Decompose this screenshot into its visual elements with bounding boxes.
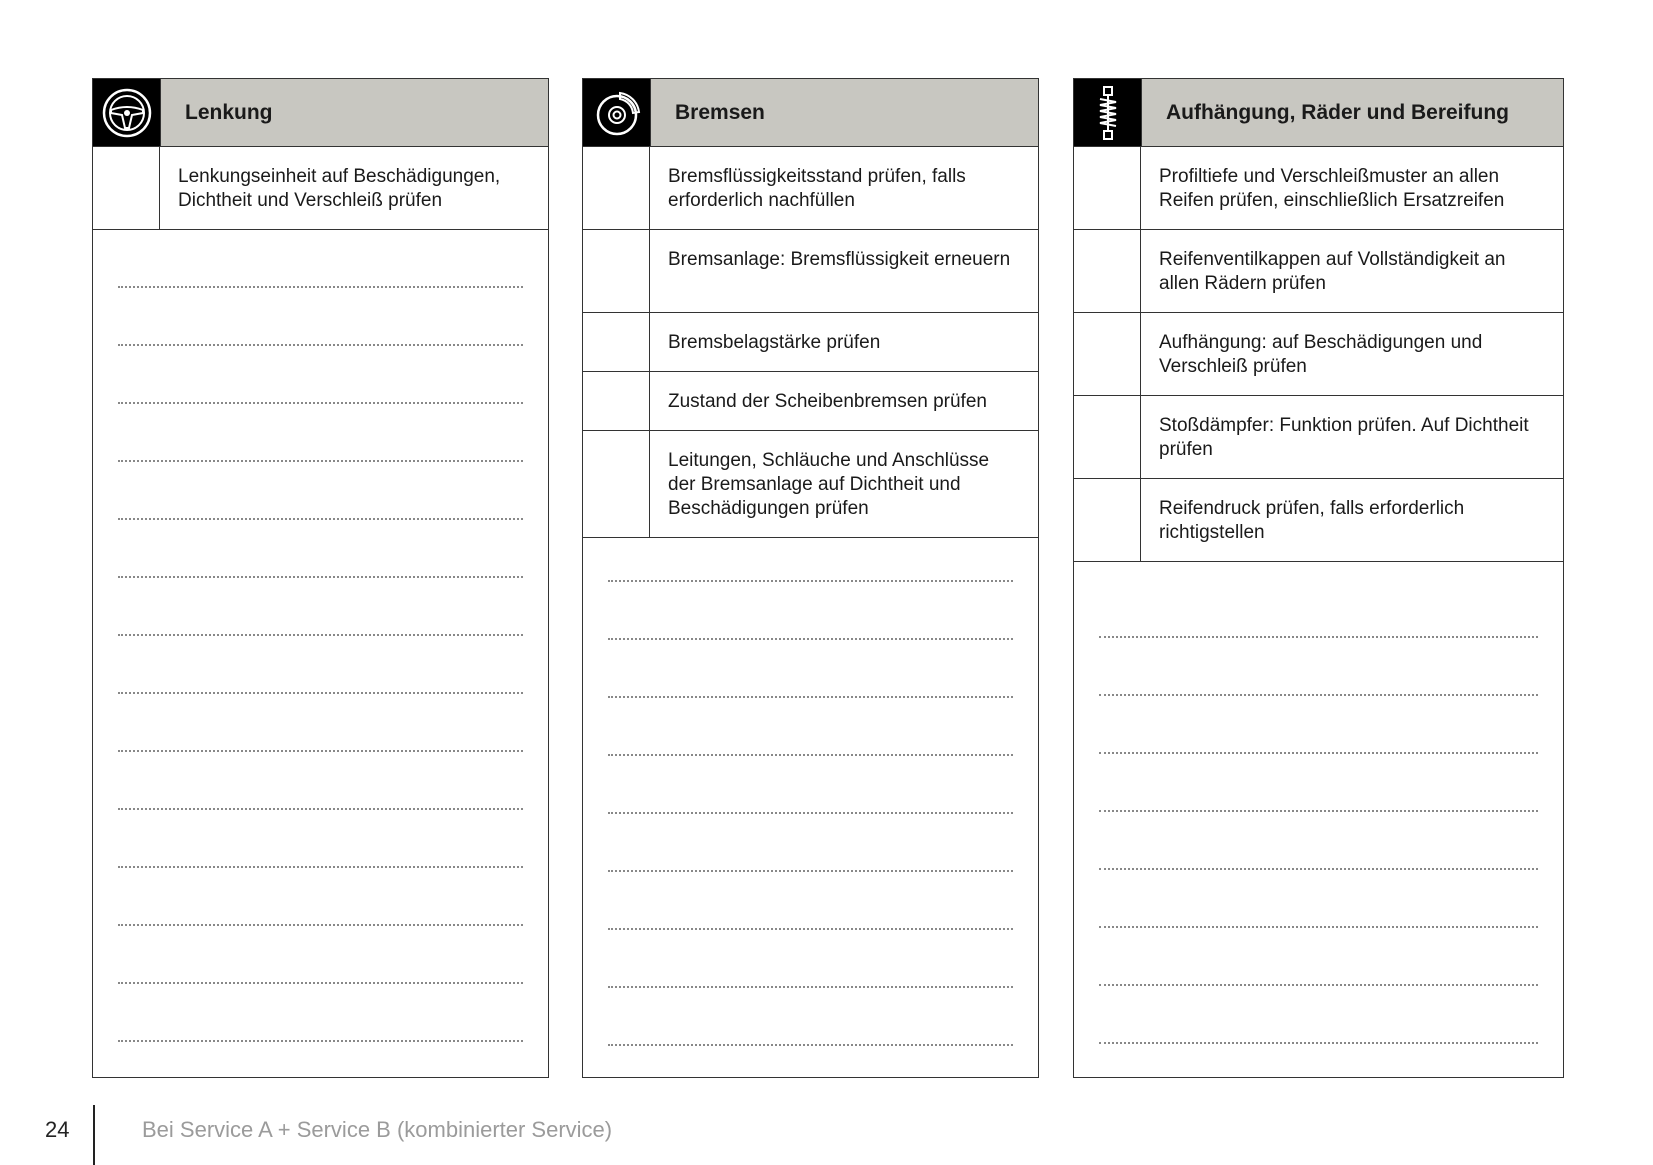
note-line[interactable]: [118, 694, 523, 752]
checklist-item: Bremsbelagstärke prüfen: [668, 332, 881, 353]
steering-wheel-icon: [93, 79, 160, 146]
note-line[interactable]: [608, 538, 1013, 582]
checkbox-cell[interactable]: [583, 431, 650, 537]
note-line[interactable]: [118, 288, 523, 346]
panel-title: Lenkung: [160, 79, 548, 146]
checklist-row: [583, 372, 1038, 431]
notes-lines: [93, 230, 548, 1042]
panel-title: Bremsen: [650, 79, 1038, 146]
note-line[interactable]: [118, 230, 523, 288]
note-line[interactable]: [118, 462, 523, 520]
note-line[interactable]: [118, 520, 523, 578]
checklist-row: [583, 313, 1038, 372]
checklist-item: Stoßdämpfer: Funktion prüfen. Auf Dichtheit prüfen: [1159, 415, 1529, 460]
note-line[interactable]: [1099, 638, 1538, 696]
note-line[interactable]: [1099, 986, 1538, 1044]
note-line[interactable]: [608, 582, 1013, 640]
checklist-row: [1074, 313, 1563, 396]
checklist-item: Zustand der Scheibenbremsen prüfen: [668, 391, 987, 412]
note-line[interactable]: [118, 926, 523, 984]
note-line[interactable]: [118, 578, 523, 636]
notes-lines: [1074, 562, 1563, 1044]
note-line[interactable]: [608, 930, 1013, 988]
checkbox-cell[interactable]: [1074, 313, 1141, 395]
note-line[interactable]: [608, 814, 1013, 872]
note-line[interactable]: [608, 756, 1013, 814]
checkbox-cell[interactable]: [1074, 479, 1141, 561]
note-line[interactable]: [118, 404, 523, 462]
checklist-row: [1074, 479, 1563, 562]
footer-divider: [93, 1105, 95, 1165]
checkbox-cell[interactable]: [1074, 396, 1141, 478]
note-line[interactable]: [1099, 812, 1538, 870]
panel-header: [1074, 79, 1563, 147]
checkbox-cell[interactable]: [583, 147, 650, 229]
page-number: 24: [45, 1117, 70, 1142]
panel-bremsen: [582, 78, 1039, 1078]
note-line[interactable]: [1099, 870, 1538, 928]
panel-lenkung: [92, 78, 549, 1078]
checklist-item: Profiltiefe und Verschleißmuster an allen Reifen prüfen, einschließlich Ersatzreifen: [1159, 166, 1505, 211]
note-line[interactable]: [1099, 928, 1538, 986]
panel-header: [93, 79, 548, 147]
brake-disc-icon: [583, 79, 650, 146]
note-line[interactable]: [608, 640, 1013, 698]
checklist-row: [1074, 147, 1563, 230]
note-line[interactable]: [118, 984, 523, 1042]
note-line[interactable]: [118, 810, 523, 868]
checkbox-cell[interactable]: [1074, 230, 1141, 312]
checklist-item: Reifendruck prüfen, falls erforderlich richtigstellen: [1159, 498, 1465, 543]
note-line[interactable]: [608, 988, 1013, 1046]
checkbox-cell[interactable]: [583, 230, 650, 312]
note-line[interactable]: [608, 872, 1013, 930]
checklist-row: [583, 230, 1038, 313]
checklist-row: [583, 147, 1038, 230]
note-line[interactable]: [118, 752, 523, 810]
footer-text: Bei Service A + Service B (kombinierter Service): [142, 1117, 613, 1142]
checklist-row: [1074, 230, 1563, 313]
shock-absorber-icon: [1074, 79, 1141, 146]
checklist-item: Aufhängung: auf Beschädigungen und Verschleiß prüfen: [1159, 332, 1483, 377]
checklist-row: [1074, 396, 1563, 479]
checklist-item: Bremsflüssigkeitsstand prüfen, falls erforderlich nachfüllen: [668, 166, 966, 211]
note-line[interactable]: [1099, 696, 1538, 754]
note-line[interactable]: [118, 636, 523, 694]
panel-header: [583, 79, 1038, 147]
checkbox-cell[interactable]: [583, 313, 650, 371]
note-line[interactable]: [1099, 754, 1538, 812]
note-line[interactable]: [118, 868, 523, 926]
note-line[interactable]: [608, 698, 1013, 756]
checkbox-cell[interactable]: [583, 372, 650, 430]
checklist-item: Lenkungseinheit auf Beschädigungen, Dichtheit und Verschleiß prüfen: [178, 166, 501, 211]
note-line[interactable]: [118, 346, 523, 404]
checkbox-cell[interactable]: [93, 147, 160, 229]
panel-aufhaengung: [1073, 78, 1564, 1078]
checkbox-cell[interactable]: [1074, 147, 1141, 229]
checklist-item: Bremsanlage: Bremsflüssigkeit erneuern: [668, 249, 1011, 270]
note-line[interactable]: [1099, 580, 1538, 638]
checklist-item: Reifenventilkappen auf Vollständigkeit an allen Rädern prüfen: [1159, 249, 1506, 294]
checklist-row: [93, 147, 548, 230]
notes-lines: [583, 538, 1038, 1046]
checklist-item: Leitungen, Schläuche und Anschlüsse der Bremsanlage auf Dichtheit und Beschädigungen prüfen: [668, 450, 990, 519]
panel-title: Aufhängung, Räder und Bereifung: [1141, 79, 1563, 146]
checklist-row: [583, 431, 1038, 538]
